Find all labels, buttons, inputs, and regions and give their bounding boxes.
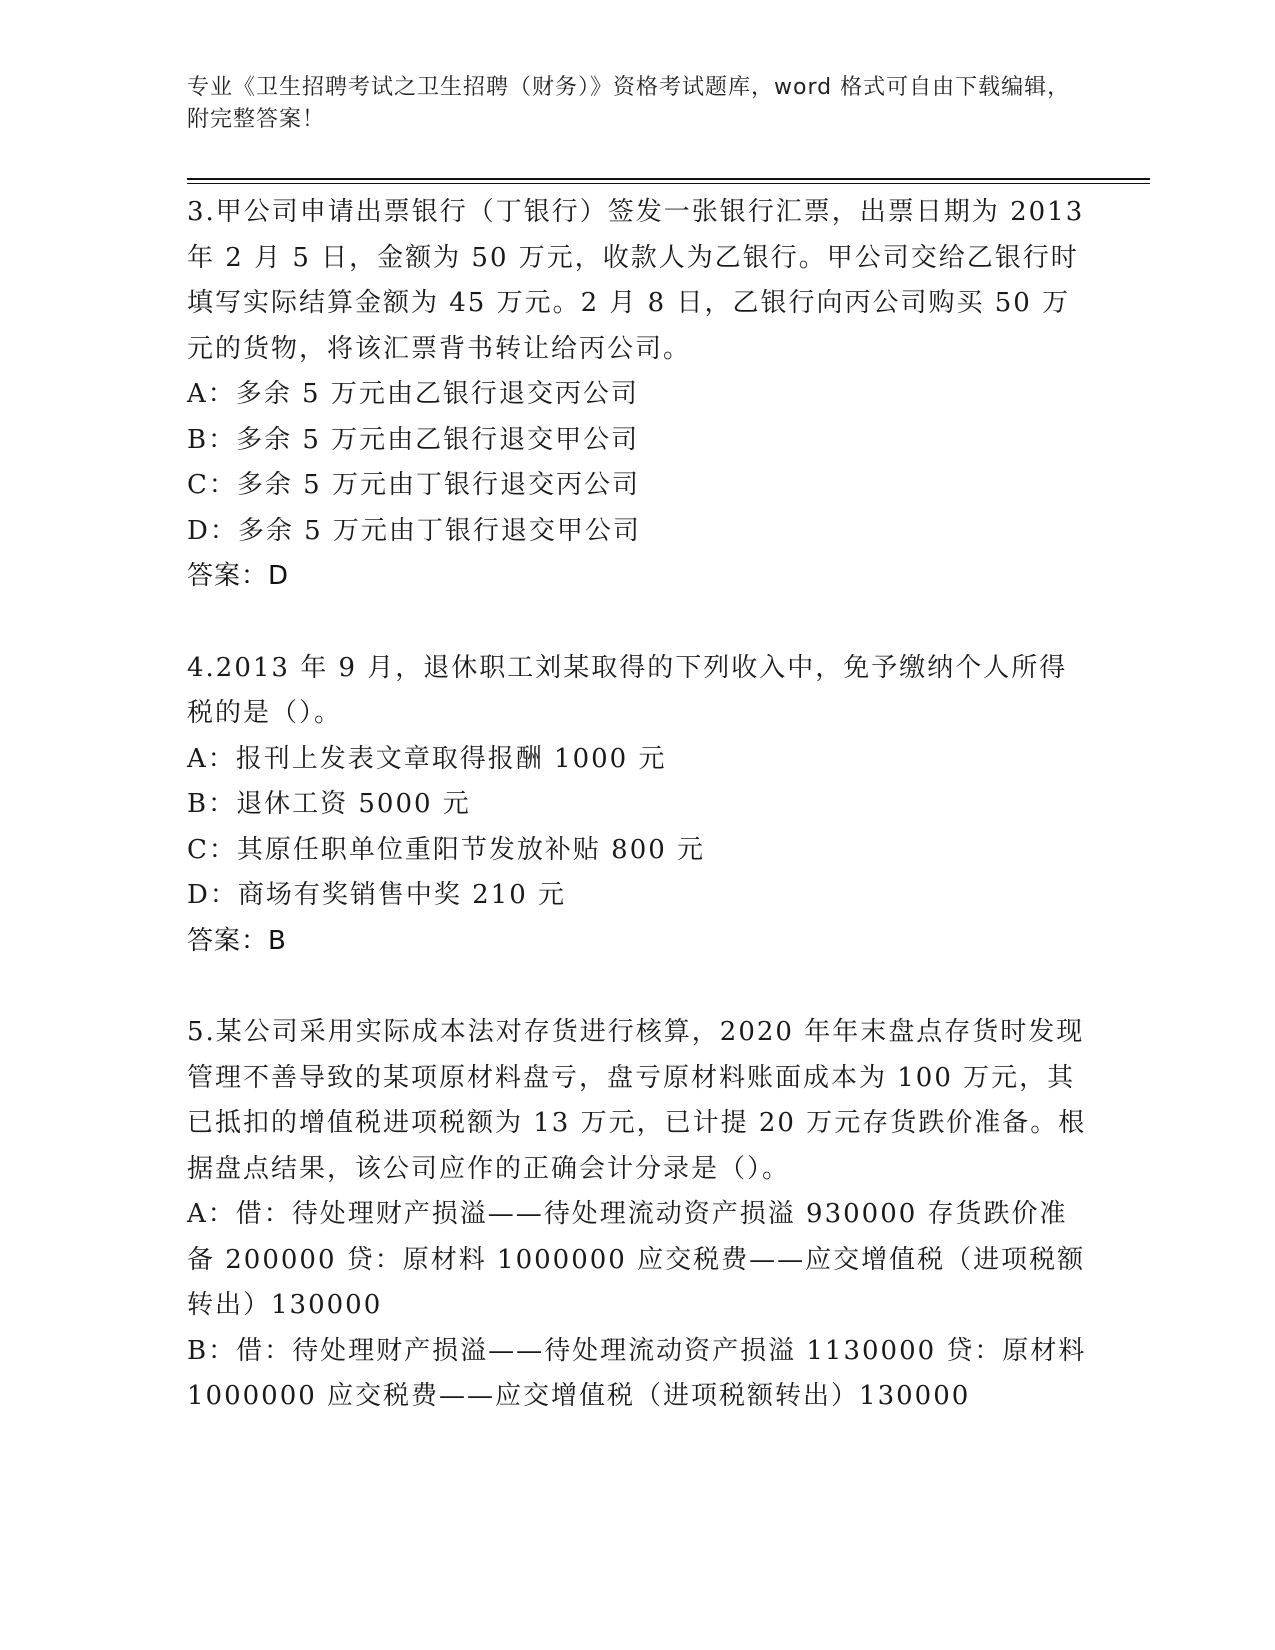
header-divider-thin <box>187 183 1150 184</box>
page-header: 专业《卫生招聘考试之卫生招聘（财务）》资格考试题库，word 格式可自由下载编辑，附完整答案！ <box>187 75 1071 132</box>
option-d: D：商场有奖销售中奖 210 元 <box>187 880 567 910</box>
option-a: A：报刊上发表文章取得报酬 1000 元 <box>187 743 667 774</box>
question-3 <box>187 190 1087 600</box>
answer-label: 答案：D <box>187 561 290 591</box>
option-c: C：多余 5 万元由丁银行退交丙公司 <box>187 470 640 500</box>
question-stem: 3.甲公司申请出票银行（丁银行）签发一张银行汇票，出票日期为 2013 年 2 月 5 日，金额为 50 万元，收款人为乙银行。甲公司交给乙银行时填写实际结算金额为 45 万元。2 月 8 日，乙银行向丙公司购买 50 万元的货物，将该汇票背书转让给丙公司。 <box>187 197 1085 364</box>
header-divider <box>187 178 1150 180</box>
question-4 <box>187 646 1087 965</box>
option-b: B：借：待处理财产损溢——待处理流动资产损溢 1130000 贷：原材料 1000000 应交税费——应交增值税（进项税额转出）130000 <box>187 1335 1087 1411</box>
question-stem: 5.某公司采用实际成本法对存货进行核算，2020 年年末盘点存货时发现管理不善导致的某项原材料盘亏，盘亏原材料账面成本为 100 万元，其已抵扣的增值税进项税额为 13 万元，已计提 20 万元存货跌价准备。根据盘点结果，该公司应作的正确会计分录是（）。 <box>187 1017 1087 1184</box>
question-5 <box>187 1010 1087 1420</box>
question-stem: 4.2013 年 9 月，退休职工刘某取得的下列收入中，免予缴纳个人所得税的是（）。 <box>187 652 1068 728</box>
option-a: A：借：待处理财产损溢——待处理流动资产损溢 930000 存货跌价准备 200000 贷：原材料 1000000 应交税费——应交增值税（进项税额转出）130000 <box>187 1199 1086 1320</box>
option-a: A：多余 5 万元由乙银行退交丙公司 <box>187 379 639 409</box>
question-list <box>187 190 1087 1466</box>
option-c: C：其原任职单位重阳节发放补贴 800 元 <box>187 834 706 865</box>
option-d: D：多余 5 万元由丁银行退交甲公司 <box>187 515 641 546</box>
option-b: B：退休工资 5000 元 <box>187 789 471 819</box>
answer-label: 答案：B <box>187 925 287 956</box>
option-b: B：多余 5 万元由乙银行退交甲公司 <box>187 424 640 455</box>
